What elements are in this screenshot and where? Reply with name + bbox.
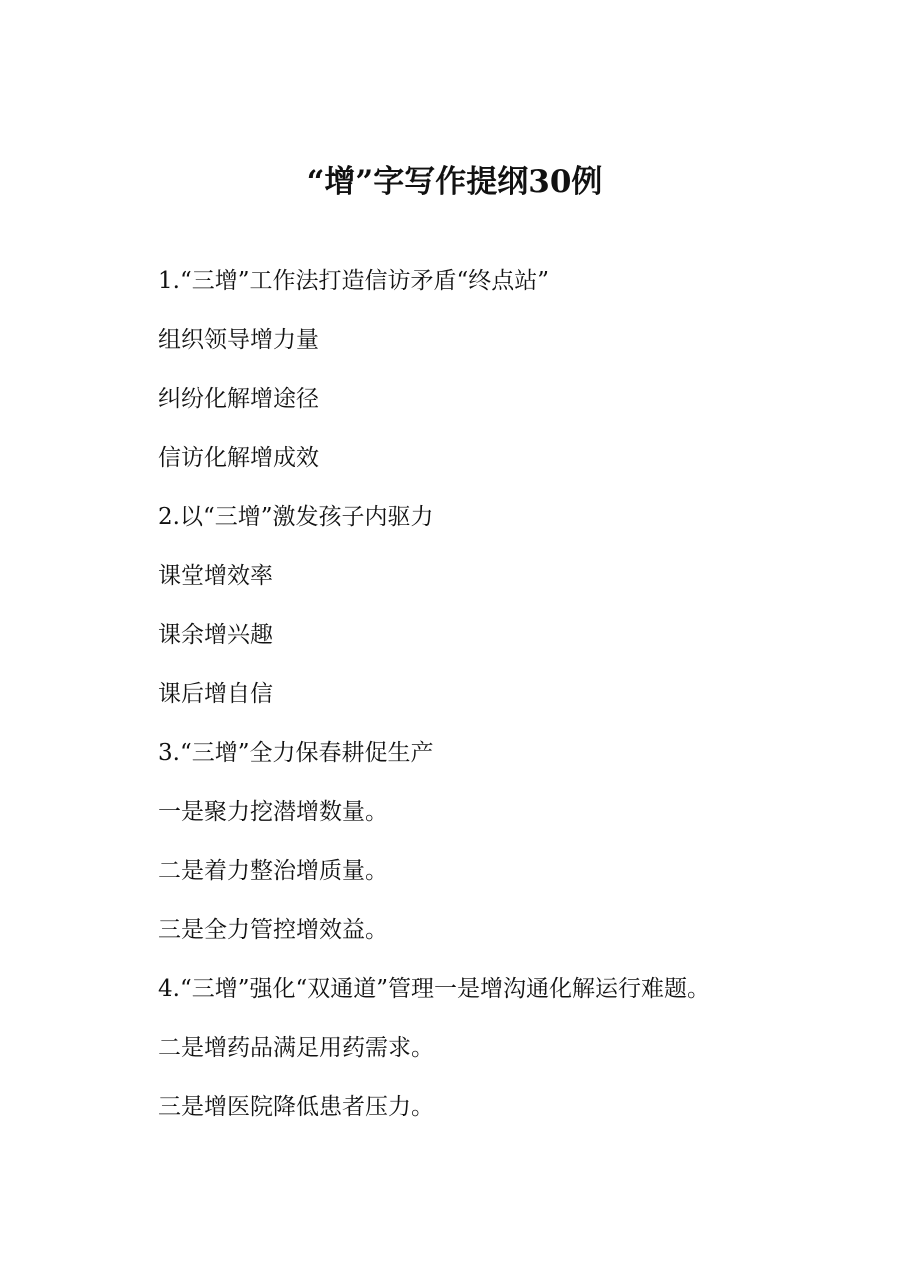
body-line: 二是增药品满足用药需求。	[158, 1035, 434, 1061]
document-title: “增”字写作提纲30例	[306, 164, 603, 200]
body-line: 课余增兴趣	[158, 622, 273, 648]
heading-item-1: 1.“三增”工作法打造信访矛盾“终点站”	[158, 268, 549, 294]
body-line: 组织领导增力量	[158, 327, 319, 353]
body-line: 课堂增效率	[158, 563, 273, 589]
body-line: 一是聚力挖潜增数量。	[158, 799, 388, 825]
heading-item-3: 3.“三增”全力保春耕促生产	[158, 740, 434, 766]
document-body	[158, 252, 878, 1137]
body-line: 课后增自信	[158, 681, 273, 707]
body-line: 二是着力整治增质量。	[158, 858, 388, 884]
heading-item-2: 2.以“三增”激发孩子内驱力	[158, 504, 434, 530]
body-line: 信访化解增成效	[158, 445, 319, 471]
body-line: 纠纷化解增途径	[158, 386, 319, 412]
heading-item-4: 4.“三增”强化“双通道”管理一是增沟通化解运行难题。	[158, 976, 710, 1002]
body-line: 三是增医院降低患者压力。	[158, 1094, 434, 1120]
body-line: 三是全力管控增效益。	[158, 917, 388, 943]
